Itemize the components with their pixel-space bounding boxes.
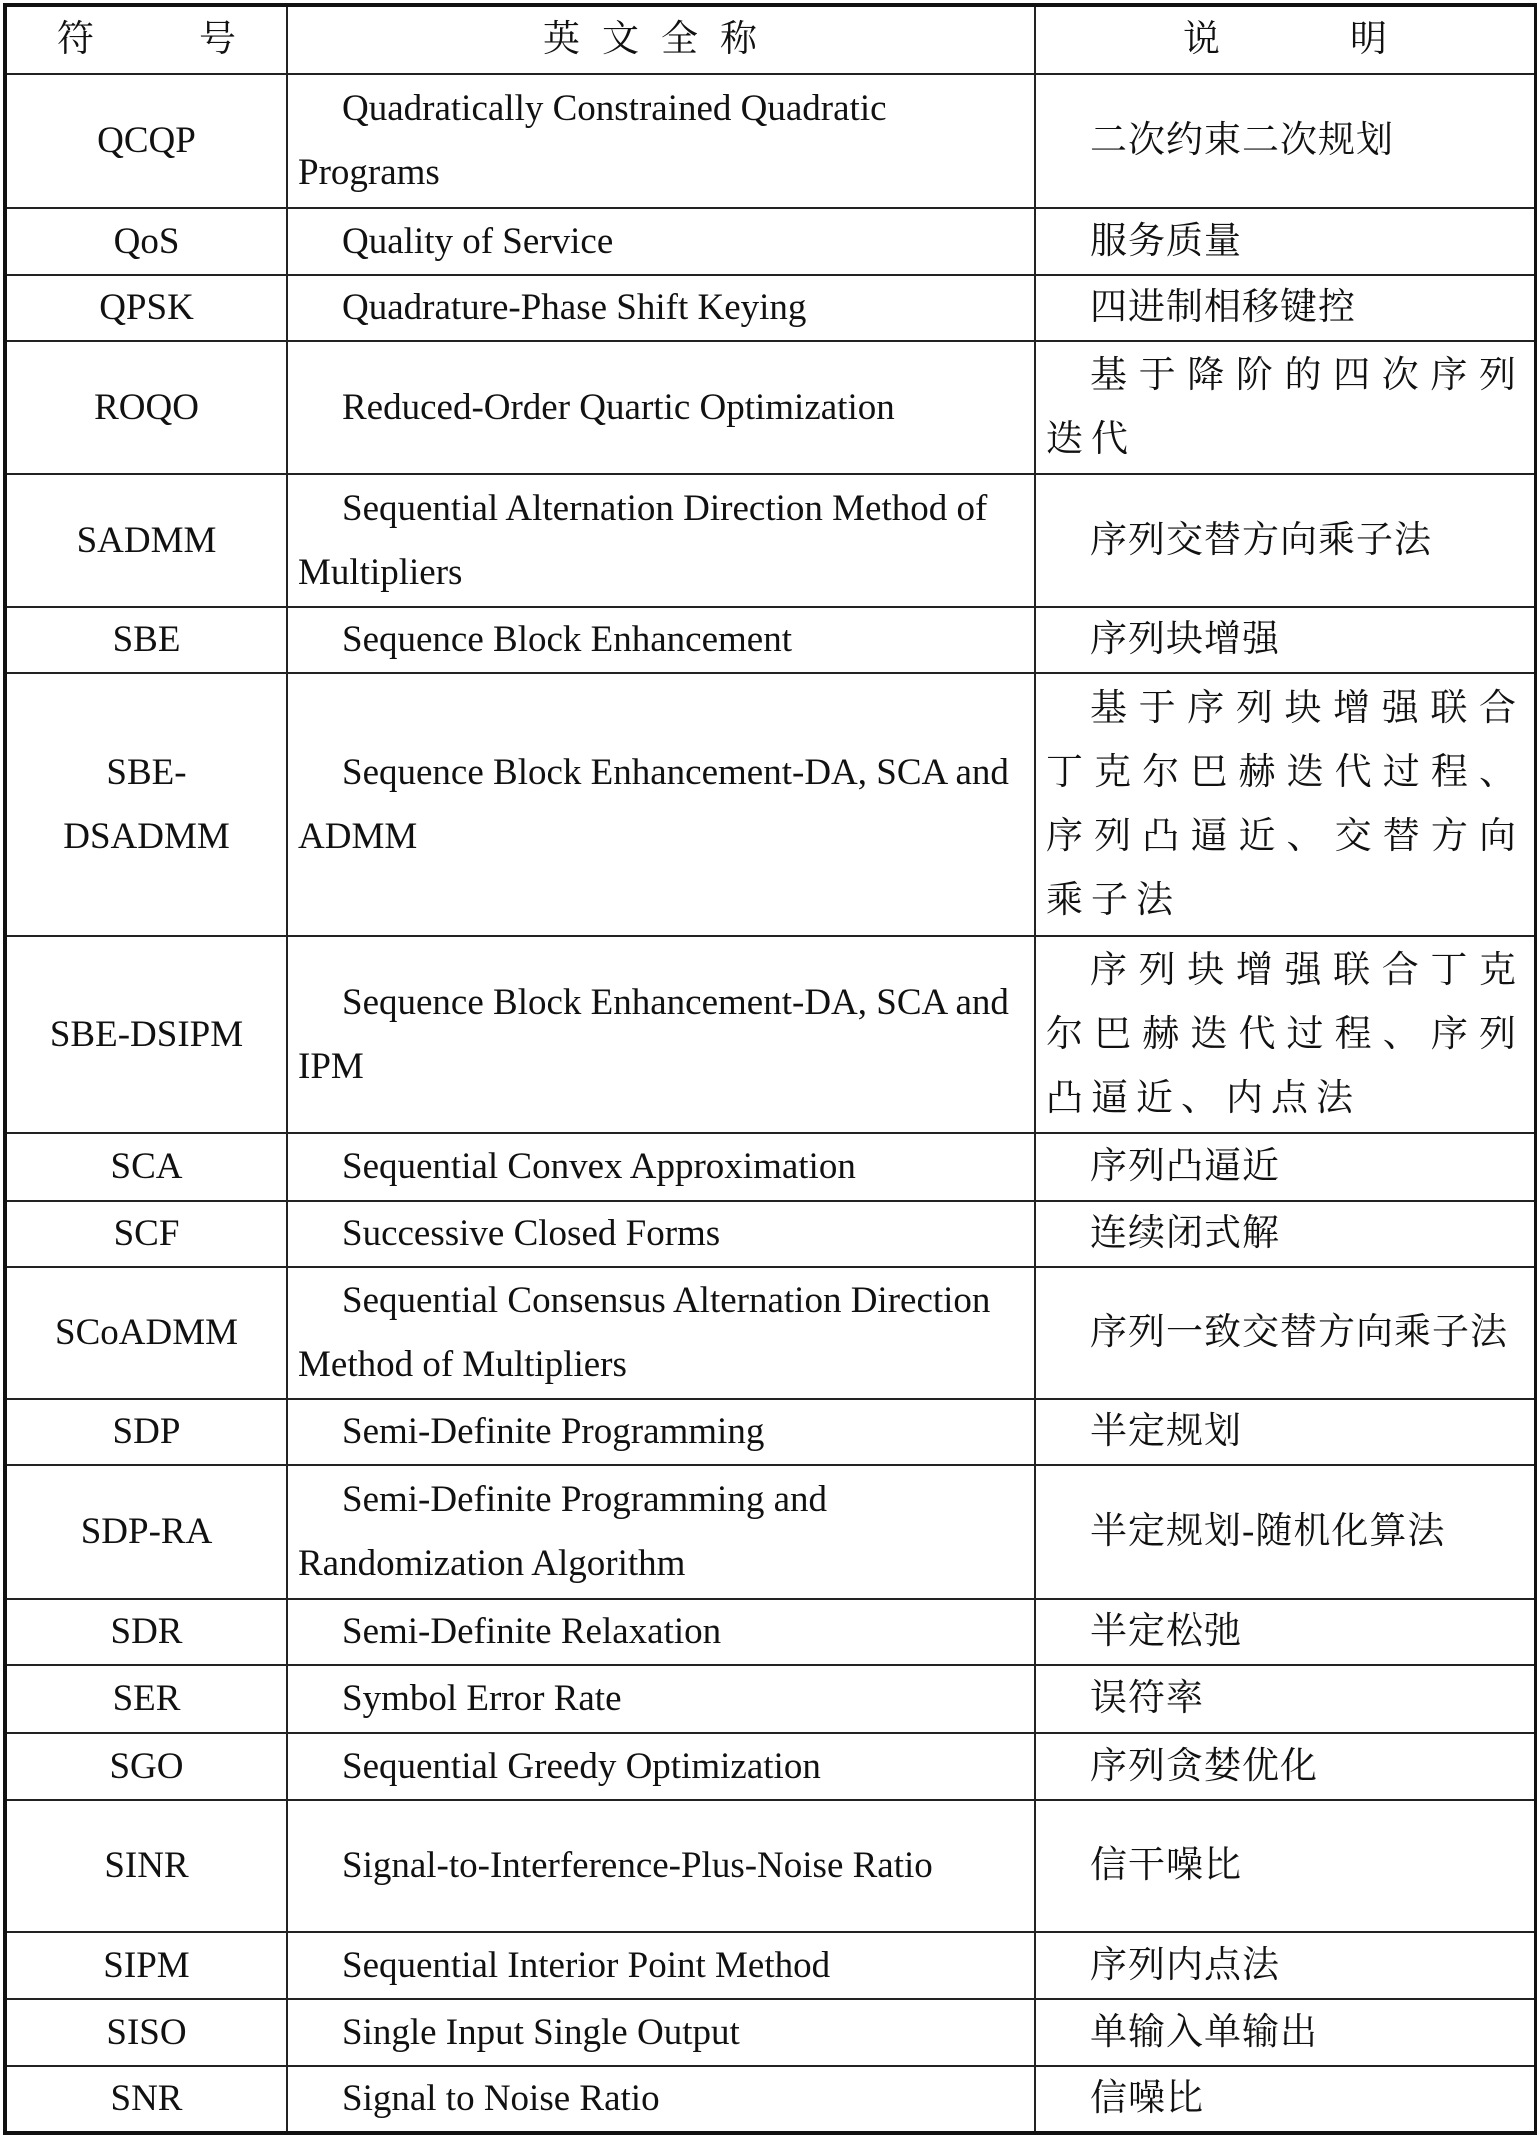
description-cell: 连续闭式解 [1035, 1201, 1536, 1267]
table-row [5, 474, 1536, 607]
header-description-char: 明 [1350, 19, 1387, 60]
table-row [5, 936, 1536, 1133]
symbol-cell: SCF [5, 1201, 287, 1267]
abbreviation-table [3, 3, 1537, 2135]
table-row [5, 341, 1536, 474]
table-row [5, 1399, 1536, 1465]
table-header-row [5, 5, 1536, 74]
header-symbol [5, 5, 287, 74]
description-cell: 基于降阶的四次序列迭代 [1035, 341, 1536, 474]
symbol-cell: SADMM [5, 474, 287, 607]
table-row [5, 2066, 1536, 2133]
full-name-cell: Semi-Definite Programming and Randomization Algorithm [287, 1465, 1035, 1599]
full-name-cell: Sequence Block Enhancement-DA, SCA and ADMM [287, 673, 1035, 936]
table-row [5, 74, 1536, 208]
table-row [5, 673, 1536, 936]
description-cell: 序列块增强 [1035, 607, 1536, 673]
full-name-cell: Quality of Service [287, 208, 1035, 275]
table-row [5, 208, 1536, 275]
description-cell: 二次约束二次规划 [1035, 74, 1536, 208]
description-cell: 半定规划-随机化算法 [1035, 1465, 1536, 1599]
header-full-name [287, 5, 1035, 74]
full-name-cell: Sequential Alternation Direction Method of Multipliers [287, 474, 1035, 607]
header-description-char: 说 [1183, 19, 1220, 60]
full-name-cell: Quadratically Constrained Quadratic Programs [287, 74, 1035, 208]
full-name-cell: Signal to Noise Ratio [287, 2066, 1035, 2133]
full-name-cell: Successive Closed Forms [287, 1201, 1035, 1267]
table-row [5, 1599, 1536, 1665]
description-cell: 单输入单输出 [1035, 1999, 1536, 2066]
table-row [5, 275, 1536, 341]
table-row [5, 1932, 1536, 1999]
description-cell: 序列一致交替方向乘子法 [1035, 1267, 1536, 1399]
symbol-cell: SINR [5, 1800, 287, 1932]
table-row [5, 1999, 1536, 2066]
symbol-cell: SDP [5, 1399, 287, 1465]
description-cell: 四进制相移键控 [1035, 275, 1536, 341]
symbol-cell: SNR [5, 2066, 287, 2133]
description-cell: 序列块增强联合丁克尔巴赫迭代过程、序列凸逼近、内点法 [1035, 936, 1536, 1133]
table-row [5, 1465, 1536, 1599]
symbol-cell: SCoADMM [5, 1267, 287, 1399]
symbol-cell: SBE [5, 607, 287, 673]
description-cell: 半定规划 [1035, 1399, 1536, 1465]
full-name-cell: Semi-Definite Relaxation [287, 1599, 1035, 1665]
symbol-cell: SIPM [5, 1932, 287, 1999]
header-symbol-char: 号 [199, 19, 236, 60]
table-row [5, 1665, 1536, 1733]
table-row [5, 1201, 1536, 1267]
full-name-cell: Semi-Definite Programming [287, 1399, 1035, 1465]
description-cell: 序列凸逼近 [1035, 1133, 1536, 1201]
symbol-cell: SCA [5, 1133, 287, 1201]
full-name-cell: Signal-to-Interference-Plus-Noise Ratio [287, 1800, 1035, 1932]
table-row [5, 1733, 1536, 1800]
description-cell: 信噪比 [1035, 2066, 1536, 2133]
full-name-cell: Reduced-Order Quartic Optimization [287, 341, 1035, 474]
full-name-cell: Sequential Greedy Optimization [287, 1733, 1035, 1800]
full-name-cell: Sequence Block Enhancement [287, 607, 1035, 673]
full-name-cell: Quadrature-Phase Shift Keying [287, 275, 1035, 341]
symbol-cell: SISO [5, 1999, 287, 2066]
symbol-cell: SGO [5, 1733, 287, 1800]
header-full-name-text: 英文全称 [543, 19, 779, 60]
symbol-cell: ROQO [5, 341, 287, 474]
description-cell: 基于序列块增强联合丁克尔巴赫迭代过程、序列凸逼近、交替方向乘子法 [1035, 673, 1536, 936]
description-cell: 序列贪婪优化 [1035, 1733, 1536, 1800]
table-row [5, 607, 1536, 673]
header-description [1035, 5, 1536, 74]
full-name-cell: Single Input Single Output [287, 1999, 1035, 2066]
full-name-cell: Sequential Consensus Alternation Direction Method of Multipliers [287, 1267, 1035, 1399]
table-row [5, 1800, 1536, 1932]
description-cell: 信干噪比 [1035, 1800, 1536, 1932]
symbol-cell: QCQP [5, 74, 287, 208]
description-cell: 序列交替方向乘子法 [1035, 474, 1536, 607]
symbol-cell: SBE-DSIPM [5, 936, 287, 1133]
symbol-cell: QPSK [5, 275, 287, 341]
description-cell: 服务质量 [1035, 208, 1536, 275]
description-cell: 序列内点法 [1035, 1932, 1536, 1999]
full-name-cell: Symbol Error Rate [287, 1665, 1035, 1733]
description-cell: 误符率 [1035, 1665, 1536, 1733]
symbol-cell: QoS [5, 208, 287, 275]
symbol-cell: SDP-RA [5, 1465, 287, 1599]
full-name-cell: Sequence Block Enhancement-DA, SCA and IPM [287, 936, 1035, 1133]
symbol-cell: SDR [5, 1599, 287, 1665]
table-row [5, 1133, 1536, 1201]
full-name-cell: Sequential Convex Approximation [287, 1133, 1035, 1201]
description-cell: 半定松弛 [1035, 1599, 1536, 1665]
symbol-cell: SBE-DSADMM [5, 673, 287, 936]
full-name-cell: Sequential Interior Point Method [287, 1932, 1035, 1999]
header-symbol-char: 符 [57, 19, 94, 60]
table-row [5, 1267, 1536, 1399]
symbol-cell: SER [5, 1665, 287, 1733]
